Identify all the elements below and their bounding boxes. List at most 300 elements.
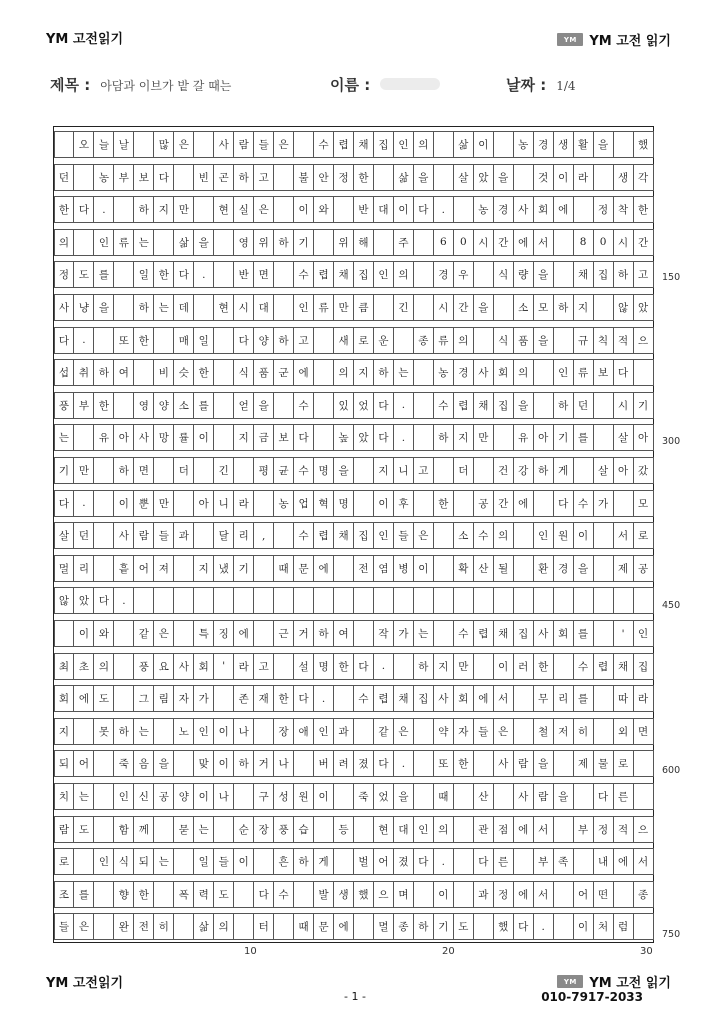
manuscript-cell: 산 [473,783,494,810]
manuscript-cell [553,750,574,777]
manuscript-row [54,229,653,256]
manuscript-cell: 하 [413,653,434,680]
manuscript-cell: 하 [133,294,154,321]
manuscript-cell: 한 [273,685,294,712]
manuscript-cell [593,392,614,419]
manuscript-cell: 하 [113,718,134,745]
manuscript-cell: 약 [433,718,454,745]
manuscript-cell: 다 [353,653,374,680]
manuscript-cell [413,294,434,321]
manuscript-cell: 벌 [353,848,374,875]
manuscript-cell: 부 [533,848,554,875]
manuscript-cell [313,587,334,614]
manuscript-cell: 히 [573,718,594,745]
manuscript-cell [453,587,474,614]
manuscript-cell: 지 [233,424,254,451]
manuscript-cell: 만 [73,457,94,484]
manuscript-cell: 지 [353,359,374,386]
brand-logo-icon: YM [557,33,583,46]
manuscript-cell [213,261,234,288]
manuscript-cell: 로 [633,522,654,549]
manuscript-cell: 기 [233,555,254,582]
title-field [50,74,231,95]
manuscript-cell: 후 [393,490,414,517]
date-value: 1/4 [556,79,576,93]
manuscript-cell: 풍 [54,392,75,419]
manuscript-cell [553,653,574,680]
manuscript-row [54,816,653,843]
manuscript-cell: 아 [113,424,134,451]
manuscript-cell: 때 [293,913,314,940]
manuscript-cell: 고 [253,653,274,680]
manuscript-cell: 에 [513,229,534,256]
manuscript-cell: 던 [573,392,594,419]
manuscript-cell: 서 [533,816,554,843]
manuscript-cell: 영 [233,229,254,256]
manuscript-cell: 있 [333,392,354,419]
manuscript-cell [333,685,354,712]
manuscript-cell: 다 [54,490,75,517]
manuscript-cell: 회 [54,685,75,712]
manuscript-cell: 정 [593,196,614,223]
manuscript-row [54,587,653,614]
manuscript-cell: 에 [513,490,534,517]
manuscript-cell: 라 [633,685,654,712]
manuscript-cell [153,457,174,484]
manuscript-cell: 아 [533,424,554,451]
manuscript-cell: 집 [373,131,394,158]
manuscript-cell [573,457,594,484]
manuscript-cell: 와 [93,620,114,647]
manuscript-cell: 소 [173,392,194,419]
manuscript-cell: 한 [133,327,154,354]
manuscript-cell: 에 [333,913,354,940]
manuscript-cell: 과 [333,718,354,745]
manuscript-cell: 은 [73,913,94,940]
manuscript-cell: 을 [193,229,214,256]
manuscript-cell: 양 [253,327,274,354]
manuscript-cell [553,327,574,354]
manuscript-cell: 보 [593,359,614,386]
manuscript-cell [313,229,334,256]
manuscript-cell [433,587,454,614]
manuscript-row [54,913,653,940]
manuscript-cell: 삶 [173,229,194,256]
manuscript-cell: 다 [413,196,434,223]
manuscript-cell: 흔 [273,848,294,875]
manuscript-cell: 더 [173,457,194,484]
manuscript-cell: 적 [613,327,634,354]
manuscript-row [54,490,653,517]
manuscript-cell: 품 [253,359,274,386]
manuscript-cell: 전 [353,555,374,582]
manuscript-cell: 채 [493,620,514,647]
manuscript-cell: 으 [633,816,654,843]
manuscript-cell: 들 [54,913,75,940]
manuscript-cell: 률 [173,424,194,451]
manuscript-cell: 한 [93,392,114,419]
manuscript-cell: 외 [613,718,634,745]
manuscript-cell: 될 [493,555,514,582]
manuscript-cell [633,359,654,386]
manuscript-cell [433,164,454,191]
manuscript-cell [533,359,554,386]
manuscript-cell: 따 [613,685,634,712]
manuscript-cell: 산 [473,555,494,582]
manuscript-cell: 데 [173,294,194,321]
manuscript-cell [593,294,614,321]
manuscript-cell [513,522,534,549]
manuscript-cell: 가 [393,620,414,647]
manuscript-cell: 서 [533,881,554,908]
manuscript-cell [513,555,534,582]
manuscript-cell: 수 [433,392,454,419]
manuscript-cell [593,164,614,191]
manuscript-cell: 갔 [633,457,654,484]
manuscript-cell: 우 [453,261,474,288]
manuscript-cell: 주 [393,229,414,256]
manuscript-cell: 히 [153,913,174,940]
line-count-600: 600 [662,765,681,776]
manuscript-cell: 한 [133,881,154,908]
manuscript-cell [133,587,154,614]
manuscript-cell [193,457,214,484]
manuscript-cell: 려 [333,750,354,777]
manuscript-cell [413,750,434,777]
manuscript-cell: 삶 [393,164,414,191]
manuscript-cell: 았 [73,587,94,614]
manuscript-cell [153,327,174,354]
name-redacted [380,78,440,90]
manuscript-cell: 하 [433,424,454,451]
manuscript-cell: 회 [533,196,554,223]
manuscript-cell: 만 [473,424,494,451]
manuscript-cell: 이 [473,131,494,158]
manuscript-cell [353,457,374,484]
manuscript-cell [553,587,574,614]
manuscript-cell [173,587,194,614]
manuscript-cell: 들 [153,522,174,549]
manuscript-cell: . [433,196,454,223]
manuscript-cell: 수 [453,620,474,647]
manuscript-cell: 림 [153,685,174,712]
manuscript-cell: 은 [173,131,194,158]
manuscript-row [54,685,653,712]
manuscript-cell: 한 [333,653,354,680]
manuscript-cell: 안 [313,164,334,191]
manuscript-cell: . [393,392,414,419]
manuscript-cell: 양 [153,392,174,419]
manuscript-row [54,750,653,777]
manuscript-cell: 이 [573,522,594,549]
manuscript-cell: 서 [633,848,654,875]
name-field [330,74,440,95]
manuscript-cell [253,555,274,582]
manuscript-cell: 하 [133,196,154,223]
manuscript-cell: 살 [593,457,614,484]
manuscript-cell: 는 [133,718,154,745]
manuscript-cell: 렵 [373,685,394,712]
manuscript-cell [613,490,634,517]
manuscript-cell [173,750,194,777]
manuscript-cell: 습 [293,816,314,843]
manuscript-cell: 하 [233,164,254,191]
manuscript-cell: 인 [413,816,434,843]
brand-header-right [557,30,671,49]
manuscript-cell: 얻 [233,392,254,419]
manuscript-cell [133,131,154,158]
manuscript-cell: 살 [54,522,75,549]
manuscript-cell: 었 [373,783,394,810]
manuscript-cell: 최 [54,653,75,680]
manuscript-cell: 한 [193,359,214,386]
manuscript-cell: 일 [133,261,154,288]
manuscript-cell: 함 [113,816,134,843]
manuscript-cell: 족 [553,848,574,875]
manuscript-cell: 은 [273,131,294,158]
manuscript-cell [573,848,594,875]
manuscript-cell: 사 [513,196,534,223]
manuscript-cell: 규 [573,327,594,354]
manuscript-cell: 군 [273,359,294,386]
manuscript-cell [253,620,274,647]
manuscript-cell: 게 [313,848,334,875]
manuscript-cell: 다 [413,848,434,875]
manuscript-cell: 는 [393,359,414,386]
manuscript-cell [333,783,354,810]
manuscript-cell: 께 [133,816,154,843]
manuscript-cell: 떤 [593,881,614,908]
manuscript-cell: 유 [93,424,114,451]
manuscript-cell: 소 [513,294,534,321]
manuscript-cell: 거 [253,750,274,777]
manuscript-cell: 은 [413,522,434,549]
manuscript-cell: 며 [393,881,414,908]
manuscript-cell: 이 [553,164,574,191]
manuscript-cell: 각 [633,164,654,191]
manuscript-cell [373,294,394,321]
manuscript-cell: 요 [153,653,174,680]
manuscript-cell [273,392,294,419]
manuscript-cell: 작 [373,620,394,647]
brand-footer-right [557,972,671,991]
manuscript-cell: 는 [413,620,434,647]
manuscript-cell [473,261,494,288]
manuscript-cell: 져 [153,555,174,582]
manuscript-cell [93,327,114,354]
manuscript-cell [173,620,194,647]
manuscript-cell: 달 [213,522,234,549]
manuscript-cell: 원 [553,522,574,549]
manuscript-cell [553,913,574,940]
manuscript-cell: 와 [313,196,334,223]
manuscript-row [54,164,653,191]
manuscript-cell: 이 [73,620,94,647]
manuscript-cell [113,685,134,712]
manuscript-cell: 은 [153,620,174,647]
manuscript-cell: 으 [633,327,654,354]
manuscript-cell: 시 [613,229,634,256]
manuscript-cell: 여 [113,359,134,386]
manuscript-cell: 농 [473,196,494,223]
manuscript-cell: 새 [333,327,354,354]
manuscript-cell [633,783,654,810]
manuscript-cell: 들 [393,522,414,549]
manuscript-cell: 이 [493,653,514,680]
manuscript-cell: 때 [273,555,294,582]
manuscript-cell: 공 [473,490,494,517]
manuscript-cell: 죽 [113,750,134,777]
manuscript-cell: 하 [533,457,554,484]
manuscript-cell [273,522,294,549]
manuscript-cell [93,816,114,843]
manuscript-cell [633,913,654,940]
manuscript-cell: 의 [513,359,534,386]
manuscript-row [54,131,653,158]
manuscript-cell [313,816,334,843]
manuscript-cell: 회 [493,359,514,386]
manuscript-cell: 기 [293,229,314,256]
manuscript-cell [373,229,394,256]
manuscript-cell: 흩 [113,555,134,582]
manuscript-cell: 집 [493,392,514,419]
manuscript-cell: 로 [353,327,374,354]
manuscript-cell: 인 [633,620,654,647]
manuscript-cell: 했 [353,881,374,908]
manuscript-cell: 리 [553,685,574,712]
manuscript-cell [433,522,454,549]
manuscript-cell: 사 [513,783,534,810]
manuscript-cell: 하 [113,457,134,484]
manuscript-cell: 던 [73,522,94,549]
manuscript-cell: 0 [593,229,614,256]
manuscript-cell: 평 [253,457,274,484]
manuscript-row [54,294,653,321]
manuscript-cell: 리 [233,522,254,549]
manuscript-cell: 음 [133,750,154,777]
manuscript-cell: 을 [153,750,174,777]
manuscript-cell: 제 [573,750,594,777]
manuscript-cell [313,424,334,451]
manuscript-cell: 같 [133,620,154,647]
manuscript-cell [233,587,254,614]
manuscript-cell: 는 [193,816,214,843]
manuscript-cell [393,327,414,354]
manuscript-cell: 명 [333,490,354,517]
manuscript-cell: 부 [73,392,94,419]
manuscript-cell: 집 [413,685,434,712]
manuscript-cell: 서 [533,229,554,256]
manuscript-cell: 았 [353,424,374,451]
manuscript-cell [593,587,614,614]
manuscript-cell [153,718,174,745]
manuscript-cell: 지 [433,653,454,680]
manuscript-cell: 반 [233,261,254,288]
manuscript-cell: 장 [253,816,274,843]
manuscript-cell: 수 [273,881,294,908]
manuscript-cell [453,881,474,908]
manuscript-cell: 류 [313,294,334,321]
manuscript-cell: 한 [54,196,75,223]
manuscript-cell: 원 [293,783,314,810]
manuscript-cell [413,718,434,745]
manuscript-cell [333,587,354,614]
manuscript-cell [93,750,114,777]
manuscript-cell: 하 [613,261,634,288]
manuscript-cell [593,424,614,451]
manuscript-cell [493,294,514,321]
manuscript-cell: 들 [213,848,234,875]
manuscript-cell [173,848,194,875]
manuscript-cell: 인 [393,131,414,158]
manuscript-cell: 관 [473,816,494,843]
manuscript-cell: 도 [213,881,234,908]
manuscript-cell: 슷 [173,359,194,386]
manuscript-cell: 폭 [173,881,194,908]
manuscript-cell: ' [213,653,234,680]
manuscript-cell: 고 [633,261,654,288]
manuscript-cell: 제 [613,555,634,582]
manuscript-cell: 순 [233,816,254,843]
manuscript-cell [153,881,174,908]
line-count-450: 450 [662,600,681,611]
manuscript-cell: 들 [473,718,494,745]
manuscript-cell: 아 [633,424,654,451]
manuscript-row [54,555,653,582]
manuscript-cell [553,816,574,843]
manuscript-cell [373,164,394,191]
manuscript-cell [613,881,634,908]
manuscript-cell: 인 [373,261,394,288]
manuscript-cell: 수 [293,392,314,419]
manuscript-cell: . [433,848,454,875]
manuscript-cell: 었 [353,392,374,419]
manuscript-cell: 채 [333,261,354,288]
manuscript-cell: 량 [513,261,534,288]
title-label: 제목 : [50,76,91,94]
manuscript-cell: 긴 [213,457,234,484]
manuscript-cell: 만 [453,653,474,680]
manuscript-cell: 불 [293,164,314,191]
manuscript-cell: 균 [273,457,294,484]
manuscript-cell: 수 [573,653,594,680]
manuscript-cell [213,685,234,712]
manuscript-cell [233,913,254,940]
manuscript-cell [213,816,234,843]
manuscript-cell [73,718,94,745]
manuscript-cell [413,392,434,419]
manuscript-cell: 염 [373,555,394,582]
manuscript-cell: 사 [533,620,554,647]
manuscript-cell: 에 [513,881,534,908]
manuscript-cell: 않 [54,587,75,614]
manuscript-cell: 식 [493,327,514,354]
manuscript-cell: 사 [173,653,194,680]
manuscript-cell: 문 [313,913,334,940]
manuscript-cell: 종 [393,913,414,940]
manuscript-cell: 업 [293,490,314,517]
manuscript-cell: 버 [313,750,334,777]
manuscript-cell: 착 [613,196,634,223]
manuscript-cell: 하 [93,359,114,386]
manuscript-cell [373,587,394,614]
manuscript-cell [593,522,614,549]
manuscript-cell: 력 [193,881,214,908]
date-label: 날짜 : [506,76,547,94]
manuscript-cell: 경 [553,555,574,582]
manuscript-cell: 집 [633,653,654,680]
manuscript-cell: 다 [553,490,574,517]
